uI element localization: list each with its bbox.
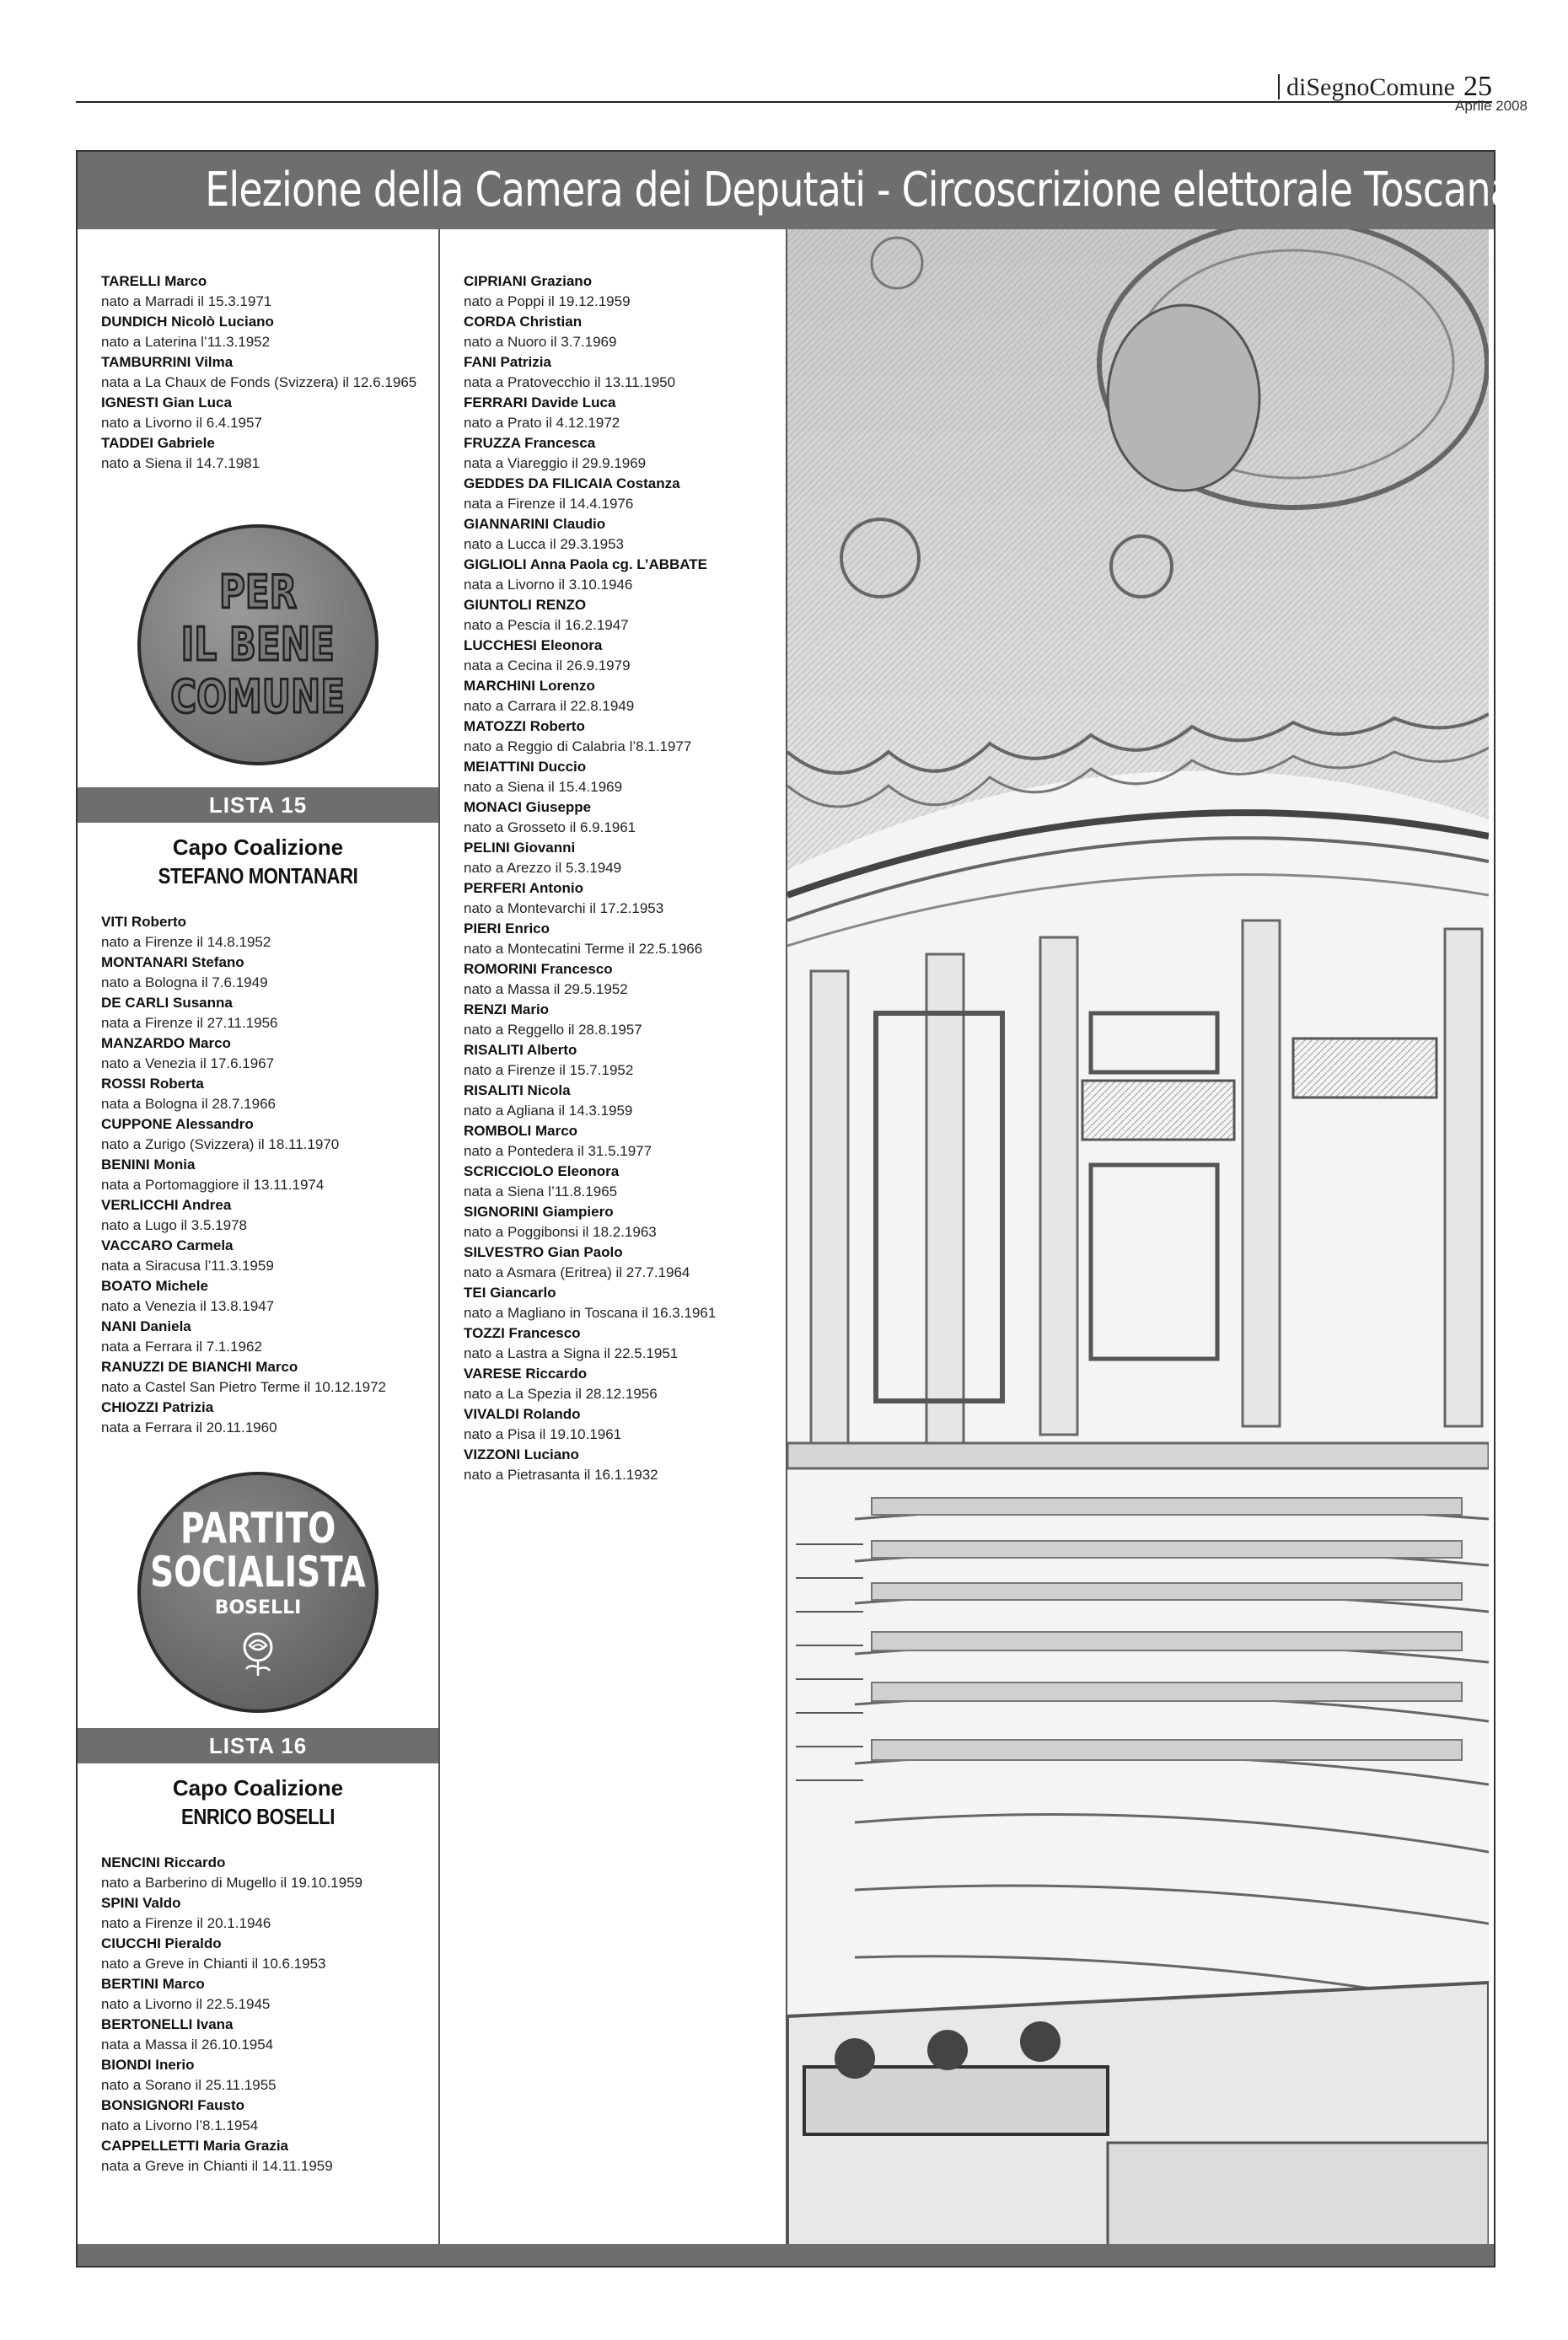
candidate-name: BERTONELLI Ivana [101, 2016, 234, 2032]
page-number: 25 [1463, 71, 1492, 102]
candidate-entry [78, 1114, 438, 1155]
candidate-list-middle [440, 229, 786, 1485]
header-divider [1278, 74, 1280, 99]
candidate-birth: nato a Grosseto il 6.9.1961 [464, 819, 636, 835]
chamber-interior-illustration [787, 229, 1489, 2244]
candidate-list-top [78, 229, 438, 474]
candidate-entry [440, 1000, 786, 1040]
candidate-entry [78, 1236, 438, 1276]
candidate-list-lista-15 [78, 890, 438, 1438]
candidate-name: SCRICCIOLO Eleonora [464, 1163, 620, 1179]
candidate-entry [440, 919, 786, 959]
candidate-entry [440, 1404, 786, 1445]
candidate-birth: nata a Ferrara il 20.11.1960 [101, 1420, 277, 1436]
candidate-birth: nato a Livorno l’8.1.1954 [101, 2117, 259, 2133]
candidate-name: PELINI Giovanni [464, 840, 576, 856]
candidate-entry [440, 433, 786, 474]
candidate-birth: nata a Siena l’11.8.1965 [464, 1183, 618, 1200]
candidate-birth: nato a Poppi il 19.12.1959 [464, 293, 631, 309]
candidate-birth: nato a Pisa il 19.10.1961 [464, 1426, 622, 1442]
candidate-name: MONTANARI Stefano [101, 954, 244, 970]
logo-line: COMUNE [170, 670, 346, 723]
candidate-birth: nato a Lugo il 3.5.1978 [101, 1217, 247, 1233]
logo-line: BOSELLI [214, 1597, 302, 1618]
candidate-birth: nata a Siracusa l’11.3.1959 [101, 1258, 274, 1274]
candidate-name: CORDA Christian [464, 314, 583, 330]
candidate-birth: nato a Venezia il 17.6.1967 [101, 1055, 275, 1071]
candidate-birth: nato a Prato il 4.12.1972 [464, 415, 620, 431]
candidate-name: NENCINI Riccardo [101, 1854, 226, 1870]
candidate-entry [78, 2015, 438, 2055]
capo-coalizione [78, 1774, 438, 1831]
candidate-entry [78, 1893, 438, 1934]
candidate-birth: nato a Montecatini Terme il 22.5.1966 [464, 941, 703, 957]
candidate-name: TADDEI Gabriele [101, 435, 215, 451]
candidate-entry [440, 1162, 786, 1202]
candidate-birth: nato a Magliano in Toscana il 16.3.1961 [464, 1305, 717, 1321]
candidate-name: MANZARDO Marco [101, 1035, 231, 1051]
candidate-name: CIUCCHI Pieraldo [101, 1935, 222, 1951]
candidate-name: ROSSI Roberta [101, 1076, 204, 1092]
candidate-name: SPINI Valdo [101, 1895, 181, 1911]
candidate-birth: nato a Pescia il 16.2.1947 [464, 617, 629, 633]
candidate-birth: nato a Livorno il 22.5.1945 [101, 1996, 271, 2012]
candidate-name: VIVALDI Rolando [464, 1406, 581, 1422]
candidate-entry [440, 312, 786, 352]
candidate-name: PERFERI Antonio [464, 880, 583, 896]
candidate-birth: nato a Montevarchi il 17.2.1953 [464, 900, 664, 916]
candidate-name: PIERI Enrico [464, 920, 550, 937]
candidate-entry [78, 312, 438, 352]
candidate-entry [440, 797, 786, 838]
capo-name: ENRICO BOSELLI [181, 1804, 335, 1829]
candidate-birth: nato a Carrara il 22.8.1949 [464, 698, 635, 714]
candidate-birth: nata a Bologna il 28.7.1966 [101, 1096, 277, 1112]
candidate-entry [440, 636, 786, 676]
candidate-name: GIGLIOLI Anna Paola cg. L’ABBATE [464, 556, 708, 572]
candidate-entry [78, 912, 438, 953]
candidate-birth: nato a Pietrasanta il 16.1.1932 [464, 1467, 658, 1483]
candidate-entry [78, 352, 438, 393]
candidate-entry [440, 838, 786, 878]
title-band [78, 152, 1514, 229]
candidate-birth: nato a Firenze il 14.8.1952 [101, 934, 271, 950]
candidate-entry [440, 1242, 786, 1283]
candidate-entry [440, 595, 786, 636]
candidate-entry [440, 716, 786, 757]
candidate-name: TEI Giancarlo [464, 1285, 556, 1301]
candidate-name: CAPPELLETTI Maria Grazia [101, 2138, 288, 2154]
candidate-entry [78, 1074, 438, 1114]
candidate-entry [78, 1974, 438, 2015]
candidate-entry [78, 1276, 438, 1317]
candidate-birth: nato a Arezzo il 5.3.1949 [464, 860, 622, 876]
candidate-name: BENINI Monia [101, 1157, 196, 1173]
candidate-name: RISALITI Alberto [464, 1042, 577, 1058]
candidate-entry [78, 2055, 438, 2096]
candidate-birth: nato a Poggibonsi il 18.2.1963 [464, 1224, 657, 1240]
candidate-name: VITI Roberto [101, 914, 187, 930]
candidate-name: FERRARI Davide Luca [464, 394, 616, 411]
candidate-birth: nato a Marradi il 15.3.1971 [101, 293, 272, 309]
candidate-birth: nata a Pratovecchio il 13.11.1950 [464, 374, 676, 390]
candidate-birth: nato a Massa il 29.5.1952 [464, 981, 628, 997]
candidate-entry [440, 676, 786, 716]
candidate-name: CUPPONE Alessandro [101, 1116, 254, 1132]
candidate-birth: nato a Sorano il 25.11.1955 [101, 2077, 277, 2093]
candidate-name: SILVESTRO Gian Paolo [464, 1244, 623, 1260]
candidate-birth: nato a Agliana il 14.3.1959 [464, 1103, 633, 1119]
candidate-birth: nata a Massa il 26.10.1954 [101, 2037, 274, 2053]
candidate-name: RENZI Mario [464, 1001, 550, 1017]
capo-coalizione [78, 833, 438, 890]
candidate-birth: nata a Cecina il 26.9.1979 [464, 657, 631, 674]
candidate-name: BOATO Michele [101, 1278, 208, 1294]
candidate-name: SIGNORINI Giampiero [464, 1204, 614, 1220]
candidate-entry [440, 393, 786, 433]
candidate-name: GIANNARINI Claudio [464, 516, 606, 532]
candidate-name: GEDDES DA FILICAIA Costanza [464, 475, 680, 491]
candidate-entry [440, 514, 786, 555]
candidate-entry [440, 1323, 786, 1364]
candidate-entry [440, 1202, 786, 1242]
candidate-birth: nato a Reggio di Calabria l’8.1.1977 [464, 738, 692, 754]
candidate-name: VARESE Riccardo [464, 1366, 588, 1382]
capo-label: Capo Coalizione [172, 835, 344, 860]
candidate-entry [440, 1081, 786, 1121]
capo-name: STEFANO MONTANARI [158, 863, 358, 888]
candidate-birth: nato a Zurigo (Svizzera) il 18.11.1970 [101, 1136, 340, 1152]
candidate-birth: nato a Firenze il 15.7.1952 [464, 1062, 634, 1078]
candidate-birth: nato a Laterina l’11.3.1952 [101, 334, 271, 350]
candidate-name: RANUZZI DE BIANCHI Marco [101, 1359, 298, 1375]
candidate-name: DUNDICH Nicolò Luciano [101, 314, 274, 330]
candidate-entry [78, 1317, 438, 1357]
candidate-birth: nata a Firenze il 27.11.1956 [101, 1015, 278, 1031]
candidate-entry [440, 555, 786, 595]
candidate-birth: nata a Portomaggiore il 13.11.1974 [101, 1177, 325, 1193]
candidate-entry [440, 271, 786, 312]
candidate-birth: nato a Asmara (Eritrea) il 27.7.1964 [464, 1264, 690, 1280]
candidate-name: IGNESTI Gian Luca [101, 394, 232, 411]
lista-16-section [78, 1728, 438, 2176]
candidate-entry [440, 1283, 786, 1323]
candidate-birth: nato a Siena il 15.4.1969 [464, 779, 623, 795]
candidate-birth: nata a Greve in Chianti il 14.11.1959 [101, 2158, 333, 2174]
candidate-birth: nata a Livorno il 3.10.1946 [464, 577, 633, 593]
candidate-entry [440, 878, 786, 919]
candidate-birth: nato a Greve in Chianti il 10.6.1953 [101, 1956, 326, 1972]
logo-line: PARTITO [180, 1503, 336, 1553]
candidate-birth: nato a Firenze il 20.1.1946 [101, 1915, 271, 1931]
lista-16-band: LISTA 16 [78, 1728, 438, 1763]
candidate-entry [78, 993, 438, 1033]
candidate-birth: nato a Lucca il 29.3.1953 [464, 536, 624, 552]
candidate-name: FANI Patrizia [464, 354, 551, 370]
candidate-entry [78, 271, 438, 312]
candidate-entry [78, 433, 438, 474]
candidate-entry [440, 1121, 786, 1162]
candidate-birth: nato a Pontedera il 31.5.1977 [464, 1143, 652, 1159]
candidate-name: VIZZONI Luciano [464, 1446, 579, 1462]
partito-socialista-logo [137, 1472, 379, 1713]
column-left [78, 229, 438, 2244]
column-middle [440, 229, 786, 2244]
candidate-name: NANI Daniela [101, 1318, 191, 1334]
candidate-name: ROMORINI Francesco [464, 961, 613, 977]
candidate-entry [440, 1364, 786, 1404]
candidate-entry [78, 393, 438, 433]
candidate-entry [440, 1445, 786, 1485]
rose-icon [231, 1625, 285, 1679]
candidate-name: FRUZZA Francesca [464, 435, 596, 451]
candidate-entry [78, 1155, 438, 1195]
candidate-entry [78, 1033, 438, 1074]
candidate-list-lista-16 [78, 1831, 438, 2176]
candidate-entry [78, 2136, 438, 2176]
candidate-entry [440, 959, 786, 1000]
candidate-birth: nata a Firenze il 14.4.1976 [464, 496, 634, 512]
logo-container [78, 1472, 438, 1713]
candidate-birth: nato a Nuoro il 3.7.1969 [464, 334, 617, 350]
candidate-name: MONACI Giuseppe [464, 799, 592, 815]
logo-container [78, 524, 438, 765]
bottom-band [78, 2244, 1494, 2266]
page-title: Elezione della Camera dei Deputati - Circoscrizione elettorale Toscana [205, 163, 1514, 217]
candidate-name: MATOZZI Roberto [464, 718, 585, 734]
capo-label: Capo Coalizione [172, 1775, 344, 1801]
candidate-entry [78, 1853, 438, 1893]
candidate-entry [78, 2096, 438, 2136]
candidate-name: TOZZI Francesco [464, 1325, 581, 1341]
candidate-birth: nato a Barberino di Mugello il 19.10.1959 [101, 1875, 362, 1891]
candidate-entry [78, 953, 438, 993]
candidate-entry [78, 1357, 438, 1398]
lista-15-section [78, 787, 438, 1438]
candidate-birth: nato a Bologna il 7.6.1949 [101, 974, 268, 990]
candidate-name: BERTINI Marco [101, 1976, 205, 1992]
publication-name: diSegnoComune [1286, 73, 1455, 101]
masthead [76, 71, 1492, 103]
logo-line: PER [218, 566, 298, 619]
candidate-birth: nato a Castel San Pietro Terme il 10.12.1972 [101, 1379, 387, 1395]
candidate-entry [78, 1195, 438, 1236]
candidate-entry [440, 1040, 786, 1081]
candidate-birth: nato a Siena il 14.7.1981 [101, 455, 260, 471]
per-il-bene-comune-logo [137, 524, 379, 765]
article-frame [76, 150, 1514, 2268]
candidate-name: LUCCHESI Eleonora [464, 637, 603, 653]
candidate-name: VACCARO Carmela [101, 1237, 234, 1253]
candidate-entry [78, 1934, 438, 1974]
candidate-name: BIONDI Inerio [101, 2057, 195, 2073]
candidate-name: MEIATTINI Duccio [464, 759, 587, 775]
lista-15-band: LISTA 15 [78, 787, 438, 823]
candidate-name: CHIOZZI Patrizia [101, 1399, 214, 1415]
chamber-photo [787, 229, 1494, 2244]
candidate-name: RISALITI Nicola [464, 1082, 571, 1098]
candidate-name: TAMBURRINI Vilma [101, 354, 234, 370]
logo-line: SOCIALISTA [150, 1547, 366, 1597]
candidate-name: DE CARLI Susanna [101, 995, 233, 1011]
candidate-entry [440, 474, 786, 514]
candidate-birth: nata a Ferrara il 7.1.1962 [101, 1339, 262, 1355]
logo-line: IL BENE [180, 618, 336, 671]
candidate-name: MARCHINI Lorenzo [464, 678, 595, 694]
candidate-name: BONSIGNORI Fausto [101, 2097, 245, 2113]
candidate-birth: nata a Viareggio il 29.9.1969 [464, 455, 647, 471]
candidate-entry [440, 757, 786, 797]
candidate-birth: nata a La Chaux de Fonds (Svizzera) il 12.6.1965 [101, 374, 417, 390]
candidate-name: TARELLI Marco [101, 273, 207, 289]
candidate-birth: nato a Reggello il 28.8.1957 [464, 1022, 642, 1038]
candidate-name: GIUNTOLI RENZO [464, 597, 587, 613]
candidate-birth: nato a Livorno il 6.4.1957 [101, 415, 262, 431]
candidate-birth: nato a Lastra a Signa il 22.5.1951 [464, 1345, 679, 1361]
candidate-name: ROMBOLI Marco [464, 1123, 578, 1139]
issue-date: Aprile 2008 [1454, 98, 1528, 114]
candidate-birth: nato a La Spezia il 28.12.1956 [464, 1386, 658, 1402]
candidate-name: VERLICCHI Andrea [101, 1197, 232, 1213]
candidate-entry [78, 1398, 438, 1438]
candidate-birth: nato a Venezia il 13.8.1947 [101, 1298, 275, 1314]
candidate-entry [440, 352, 786, 393]
candidate-name: CIPRIANI Graziano [464, 273, 593, 289]
